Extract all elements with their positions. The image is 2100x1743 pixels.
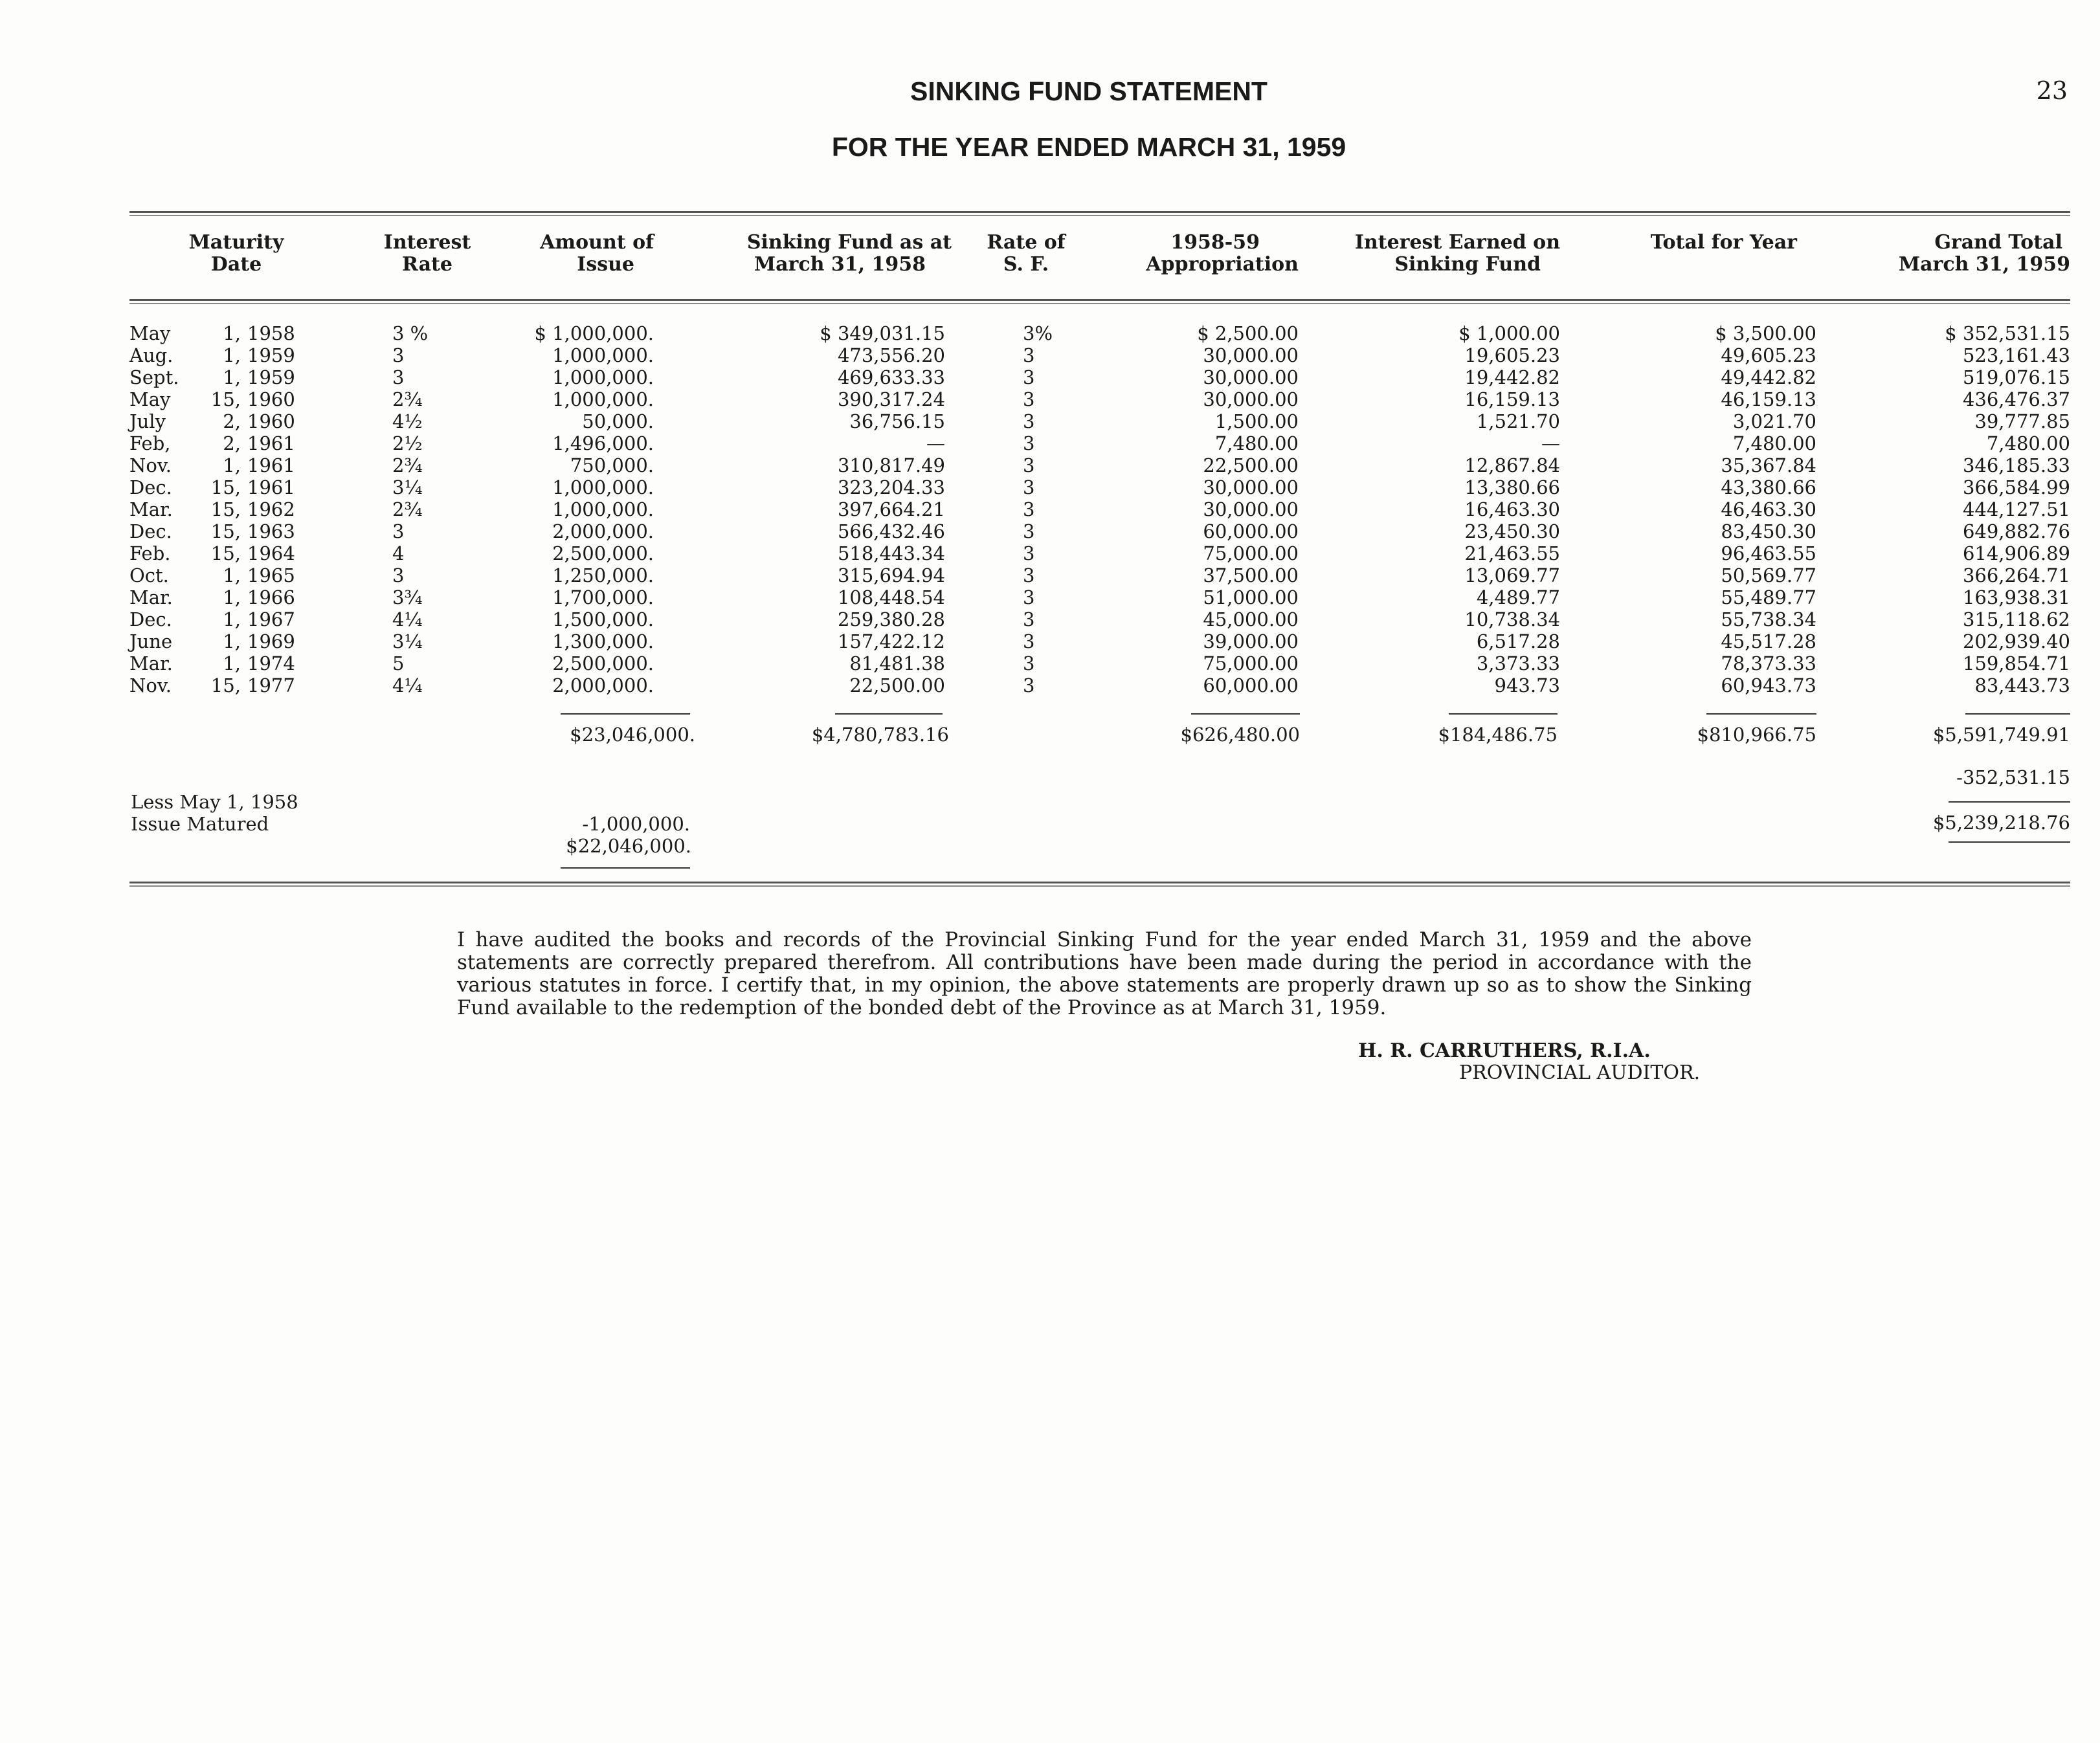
maturity-y: 1967 (247, 608, 295, 630)
cell-interest: 16,159.13 (1464, 388, 1560, 410)
cell-grand: 649,882.76 (1962, 520, 2070, 542)
cell-sf: 469,633.33 (837, 366, 945, 388)
maturity-y: 1960 (247, 410, 295, 432)
maturity-y: 1958 (247, 322, 295, 344)
cell-total: 83,450.30 (1721, 520, 1816, 542)
cell-sfrate: 3 (1023, 476, 1035, 498)
underline-interest (1449, 713, 1558, 715)
maturity-y: 1961 (247, 476, 295, 498)
cell-rate: 3 % (392, 322, 429, 344)
cell-rate: 4¼ (392, 608, 423, 630)
maturity-y: 1959 (247, 344, 295, 366)
cell-sf: 473,556.20 (837, 344, 945, 366)
cell-grand: 83,443.73 (1974, 674, 2070, 696)
maturity-d: 15, (210, 498, 241, 520)
total-total: $810,966.75 (1697, 724, 1816, 746)
maturity-m: Dec. (129, 520, 172, 542)
maturity-y: 1965 (247, 564, 295, 586)
table-row (129, 630, 2070, 652)
cell-maturity (129, 476, 343, 498)
maturity-m: Sept. (129, 366, 179, 388)
cell-rate: 3 (392, 564, 405, 586)
cell-approp: 30,000.00 (1203, 344, 1299, 366)
table-row (129, 674, 2070, 696)
cell-total: 49,442.82 (1721, 366, 1816, 388)
cell-maturity (129, 432, 343, 454)
col-total-for-year: Total for Year (1650, 231, 1797, 254)
less-amount: -1,000,000. (582, 813, 690, 835)
maturity-d: 1, (223, 366, 241, 388)
cell-interest: 13,380.66 (1464, 476, 1560, 498)
cell-amount: $ 1,000,000. (534, 322, 654, 344)
maturity-d: 1, (223, 630, 241, 652)
page-title: SINKING FUND STATEMENT (910, 76, 1268, 106)
less-label-1: Less May 1, 1958 (131, 791, 298, 813)
cell-approp: 45,000.00 (1203, 608, 1299, 630)
cell-approp: 7,480.00 (1214, 432, 1299, 454)
maturity-y: 1961 (247, 454, 295, 476)
cell-grand: 39,777.85 (1974, 410, 2070, 432)
maturity-m: Mar. (129, 652, 173, 674)
col-appropriation: 1958-59 Appropriation (1146, 231, 1299, 276)
cell-rate: 3¼ (392, 630, 423, 652)
less-label-2: Issue Matured (131, 813, 269, 835)
cell-maturity (129, 366, 343, 388)
cell-sfrate: 3 (1023, 498, 1035, 520)
cell-amount: 1,250,000. (552, 564, 654, 586)
cell-interest: 4,489.77 (1476, 586, 1560, 608)
cell-approp: 1,500.00 (1214, 410, 1299, 432)
underline-sf (835, 713, 943, 715)
cell-grand: 163,938.31 (1962, 586, 2070, 608)
cell-sfrate: 3 (1023, 366, 1035, 388)
cell-interest: 6,517.28 (1476, 630, 1560, 652)
total-grand: $5,591,749.91 (1932, 724, 2070, 746)
cell-sf: — (926, 432, 945, 454)
cell-sf: $ 349,031.15 (820, 322, 945, 344)
maturity-y: 1966 (247, 586, 295, 608)
table-row (129, 454, 2070, 476)
cell-approp: 30,000.00 (1203, 476, 1299, 498)
cell-maturity (129, 586, 343, 608)
table-header-row (129, 232, 2070, 299)
table-row (129, 608, 2070, 630)
page-subtitle: FOR THE YEAR ENDED MARCH 31, 1959 (831, 132, 1346, 162)
cell-grand: 444,127.51 (1962, 498, 2070, 520)
grand-underline-2 (1949, 801, 2070, 803)
maturity-m: Mar. (129, 586, 173, 608)
cell-sf: 397,664.21 (837, 498, 945, 520)
cell-approp: 39,000.00 (1203, 630, 1299, 652)
table-row (129, 476, 2070, 498)
total-interest: $184,486.75 (1438, 724, 1558, 746)
cell-grand: 159,854.71 (1962, 652, 2070, 674)
cell-sf: 310,817.49 (837, 454, 945, 476)
maturity-d: 1, (223, 564, 241, 586)
cell-grand: 436,476.37 (1962, 388, 2070, 410)
cell-total: 46,159.13 (1721, 388, 1816, 410)
cell-maturity (129, 322, 343, 344)
col-amount-of-issue: Amount of Issue (540, 231, 654, 276)
cell-grand: $ 352,531.15 (1945, 322, 2070, 344)
maturity-m: May (129, 322, 171, 344)
cell-rate: 3 (392, 344, 405, 366)
less-grand: -352,531.15 (1956, 766, 2070, 788)
cell-grand: 614,906.89 (1962, 542, 2070, 564)
cell-approp: 75,000.00 (1203, 542, 1299, 564)
net-grand-underline (1949, 841, 2070, 843)
maturity-d: 15, (210, 542, 241, 564)
cell-sf: 81,481.38 (849, 652, 945, 674)
maturity-d: 1, (223, 586, 241, 608)
cell-approp: 51,000.00 (1203, 586, 1299, 608)
cell-total: 49,605.23 (1721, 344, 1816, 366)
total-approp: $626,480.00 (1180, 724, 1300, 746)
bottom-double-rule (129, 882, 2070, 887)
cell-amount: 750,000. (570, 454, 654, 476)
table-row (129, 322, 2070, 344)
cell-grand: 523,161.43 (1962, 344, 2070, 366)
cell-grand: 315,118.62 (1962, 608, 2070, 630)
cell-amount: 1,000,000. (552, 498, 654, 520)
table-row (129, 520, 2070, 542)
cell-sfrate: 3 (1023, 674, 1035, 696)
cell-interest: 21,463.55 (1464, 542, 1560, 564)
cell-grand: 7,480.00 (1986, 432, 2070, 454)
cell-maturity (129, 608, 343, 630)
cell-interest: 13,069.77 (1464, 564, 1560, 586)
cell-rate: 2¾ (392, 388, 423, 410)
cell-approp: 37,500.00 (1203, 564, 1299, 586)
cell-rate: 3 (392, 366, 405, 388)
cell-grand: 202,939.40 (1962, 630, 2070, 652)
cell-amount: 2,000,000. (552, 520, 654, 542)
cell-approp: 60,000.00 (1203, 674, 1299, 696)
maturity-d: 2, (223, 432, 241, 454)
maturity-d: 1, (223, 652, 241, 674)
cell-rate: 4½ (392, 410, 423, 432)
audit-certificate: I have audited the books and records of the Provincial Sinking Fund for the year ended March 31, 1959 and the above statements are correctly prepared therefrom. All contributions have been made during the period in accordance with the various statutes in force. I certify that, in my opinion, the above statements are properly drawn up so as to show the Sinking Fund available to the redemption of the bonded debt of the Province as at March 31, 1959. (457, 928, 1752, 1019)
maturity-m: June (129, 630, 173, 652)
top-double-rule (129, 211, 2070, 216)
cell-maturity (129, 520, 343, 542)
cell-maturity (129, 674, 343, 696)
cell-total: 60,943.73 (1721, 674, 1816, 696)
maturity-m: Feb. (129, 542, 171, 564)
table-row (129, 432, 2070, 454)
cell-interest: 23,450.30 (1464, 520, 1560, 542)
cell-maturity (129, 542, 343, 564)
cell-approp: 30,000.00 (1203, 388, 1299, 410)
cell-sf: 259,380.28 (837, 608, 945, 630)
cell-rate: 5 (392, 652, 405, 674)
sinking-fund-table (129, 232, 2070, 696)
underline-approp (1191, 713, 1300, 715)
maturity-y: 1960 (247, 388, 295, 410)
cell-sf: 36,756.15 (849, 410, 945, 432)
maturity-m: Nov. (129, 454, 172, 476)
signature-name: H. R. CARRUTHERS, R.I.A. (1358, 1039, 1651, 1062)
cell-total: 46,463.30 (1721, 498, 1816, 520)
cell-total: 50,569.77 (1721, 564, 1816, 586)
maturity-m: Nov. (129, 674, 172, 696)
maturity-d: 15, (210, 674, 241, 696)
maturity-m: Feb, (129, 432, 171, 454)
cell-sfrate: 3 (1023, 564, 1035, 586)
cell-grand: 366,584.99 (1962, 476, 2070, 498)
cell-total: 3,021.70 (1732, 410, 1816, 432)
maturity-m: Mar. (129, 498, 173, 520)
cell-sfrate: 3 (1023, 542, 1035, 564)
maturity-d: 15, (210, 520, 241, 542)
cell-rate: 2¾ (392, 454, 423, 476)
cell-interest: 10,738.34 (1464, 608, 1560, 630)
cell-amount: 1,496,000. (552, 432, 654, 454)
cell-maturity (129, 498, 343, 520)
maturity-y: 1961 (247, 432, 295, 454)
cell-amount: 1,500,000. (552, 608, 654, 630)
cell-sfrate: 3 (1023, 652, 1035, 674)
underline-amount (561, 713, 690, 715)
maturity-y: 1959 (247, 366, 295, 388)
cell-maturity (129, 410, 343, 432)
table-row (129, 344, 2070, 366)
maturity-d: 15, (210, 388, 241, 410)
cell-amount: 1,000,000. (552, 366, 654, 388)
cell-grand: 366,264.71 (1962, 564, 2070, 586)
cell-sfrate: 3 (1023, 344, 1035, 366)
maturity-m: May (129, 388, 171, 410)
cell-total: 7,480.00 (1732, 432, 1816, 454)
cell-sf: 315,694.94 (837, 564, 945, 586)
cell-sfrate: 3 (1023, 520, 1035, 542)
cell-interest: 12,867.84 (1464, 454, 1560, 476)
maturity-d: 15, (210, 476, 241, 498)
cell-approp: 60,000.00 (1203, 520, 1299, 542)
maturity-y: 1969 (247, 630, 295, 652)
cell-sfrate: 3 (1023, 586, 1035, 608)
cell-rate: 2½ (392, 432, 423, 454)
col-sinking-fund-1958: Sinking Fund as at March 31, 1958 (746, 231, 952, 276)
cell-sf: 566,432.46 (837, 520, 945, 542)
cell-interest: 19,442.82 (1464, 366, 1560, 388)
cell-maturity (129, 630, 343, 652)
table-row (129, 366, 2070, 388)
underline-grand (1965, 713, 2070, 715)
maturity-y: 1964 (247, 542, 295, 564)
cell-sf: 518,443.34 (837, 542, 945, 564)
cell-maturity (129, 564, 343, 586)
cell-grand: 346,185.33 (1962, 454, 2070, 476)
cell-rate: 2¾ (392, 498, 423, 520)
cell-total: 43,380.66 (1721, 476, 1816, 498)
maturity-d: 1, (223, 322, 241, 344)
cell-rate: 4 (392, 542, 405, 564)
table-row (129, 652, 2070, 674)
maturity-m: Dec. (129, 608, 172, 630)
cell-total: 45,517.28 (1721, 630, 1816, 652)
maturity-d: 2, (223, 410, 241, 432)
maturity-d: 1, (223, 454, 241, 476)
cell-approp: 22,500.00 (1203, 454, 1299, 476)
cell-total: $ 3,500.00 (1715, 322, 1816, 344)
cell-sfrate: 3 (1023, 630, 1035, 652)
table-row (129, 498, 2070, 520)
col-maturity-date: Maturity Date (188, 231, 284, 276)
cell-rate: 3 (392, 520, 405, 542)
maturity-d: 1, (223, 344, 241, 366)
cell-amount: 2,500,000. (552, 542, 654, 564)
cell-rate: 3¼ (392, 476, 423, 498)
cell-approp: 30,000.00 (1203, 366, 1299, 388)
cell-approp: $ 2,500.00 (1197, 322, 1299, 344)
signature-title: PROVINCIAL AUDITOR. (1459, 1061, 1701, 1084)
cell-rate: 3¾ (392, 586, 423, 608)
cell-maturity (129, 388, 343, 410)
maturity-y: 1962 (247, 498, 295, 520)
cell-sfrate: 3 (1023, 410, 1035, 432)
maturity-m: July (129, 410, 166, 432)
cell-sfrate: 3 (1023, 608, 1035, 630)
maturity-d: 1, (223, 608, 241, 630)
total-sf: $4,780,783.16 (811, 724, 949, 746)
cell-amount: 1,700,000. (552, 586, 654, 608)
cell-total: 78,373.33 (1721, 652, 1816, 674)
maturity-y: 1977 (247, 674, 295, 696)
maturity-y: 1963 (247, 520, 295, 542)
cell-amount: 1,000,000. (552, 344, 654, 366)
cell-interest: 19,605.23 (1464, 344, 1560, 366)
cell-maturity (129, 344, 343, 366)
cell-interest: 3,373.33 (1476, 652, 1560, 674)
cell-approp: 75,000.00 (1203, 652, 1299, 674)
table-row (129, 586, 2070, 608)
cell-interest: 943.73 (1494, 674, 1560, 696)
cell-sfrate: 3 (1023, 432, 1035, 454)
cell-maturity (129, 454, 343, 476)
cell-interest: 16,463.30 (1464, 498, 1560, 520)
cell-sf: 22,500.00 (849, 674, 945, 696)
cell-grand: 519,076.15 (1962, 366, 2070, 388)
cell-sf: 323,204.33 (837, 476, 945, 498)
net-amount: $22,046,000. (566, 835, 691, 857)
cell-total: 55,489.77 (1721, 586, 1816, 608)
cell-rate: 4¼ (392, 674, 423, 696)
cell-interest: 1,521.70 (1476, 410, 1560, 432)
cell-amount: 50,000. (582, 410, 654, 432)
net-grand: $5,239,218.76 (1932, 812, 2070, 834)
col-grand-total: Grand Total March 31, 1959 (1898, 231, 2070, 276)
cell-sf: 108,448.54 (837, 586, 945, 608)
underline-total (1706, 713, 1816, 715)
cell-sf: 390,317.24 (837, 388, 945, 410)
cell-total: 55,738.34 (1721, 608, 1816, 630)
table-row (129, 564, 2070, 586)
table-row (129, 542, 2070, 564)
maturity-m: Dec. (129, 476, 172, 498)
cell-amount: 1,300,000. (552, 630, 654, 652)
col-interest-rate: Interest Rate (383, 231, 471, 276)
cell-amount: 2,000,000. (552, 674, 654, 696)
total-amount: $23,046,000. (570, 724, 695, 746)
cell-amount: 1,000,000. (552, 476, 654, 498)
cell-approp: 30,000.00 (1203, 498, 1299, 520)
cell-total: 96,463.55 (1721, 542, 1816, 564)
cell-amount: 1,000,000. (552, 388, 654, 410)
maturity-m: Aug. (129, 344, 173, 366)
table-row (129, 410, 2070, 432)
cell-sfrate: 3% (1023, 322, 1053, 344)
cell-sf: 157,422.12 (837, 630, 945, 652)
table-row (129, 388, 2070, 410)
cell-interest: $ 1,000.00 (1458, 322, 1560, 344)
cell-sfrate: 3 (1023, 388, 1035, 410)
net-amount-underline (561, 867, 690, 869)
col-rate-of-sf: Rate of S. F. (987, 231, 1066, 276)
cell-maturity (129, 652, 343, 674)
col-interest-earned: Interest Earned on Sinking Fund (1354, 231, 1560, 276)
cell-sfrate: 3 (1023, 454, 1035, 476)
cell-amount: 2,500,000. (552, 652, 654, 674)
maturity-y: 1974 (247, 652, 295, 674)
page-number: 23 (2036, 76, 2068, 105)
maturity-m: Oct. (129, 564, 169, 586)
cell-interest: — (1541, 432, 1560, 454)
cell-total: 35,367.84 (1721, 454, 1816, 476)
